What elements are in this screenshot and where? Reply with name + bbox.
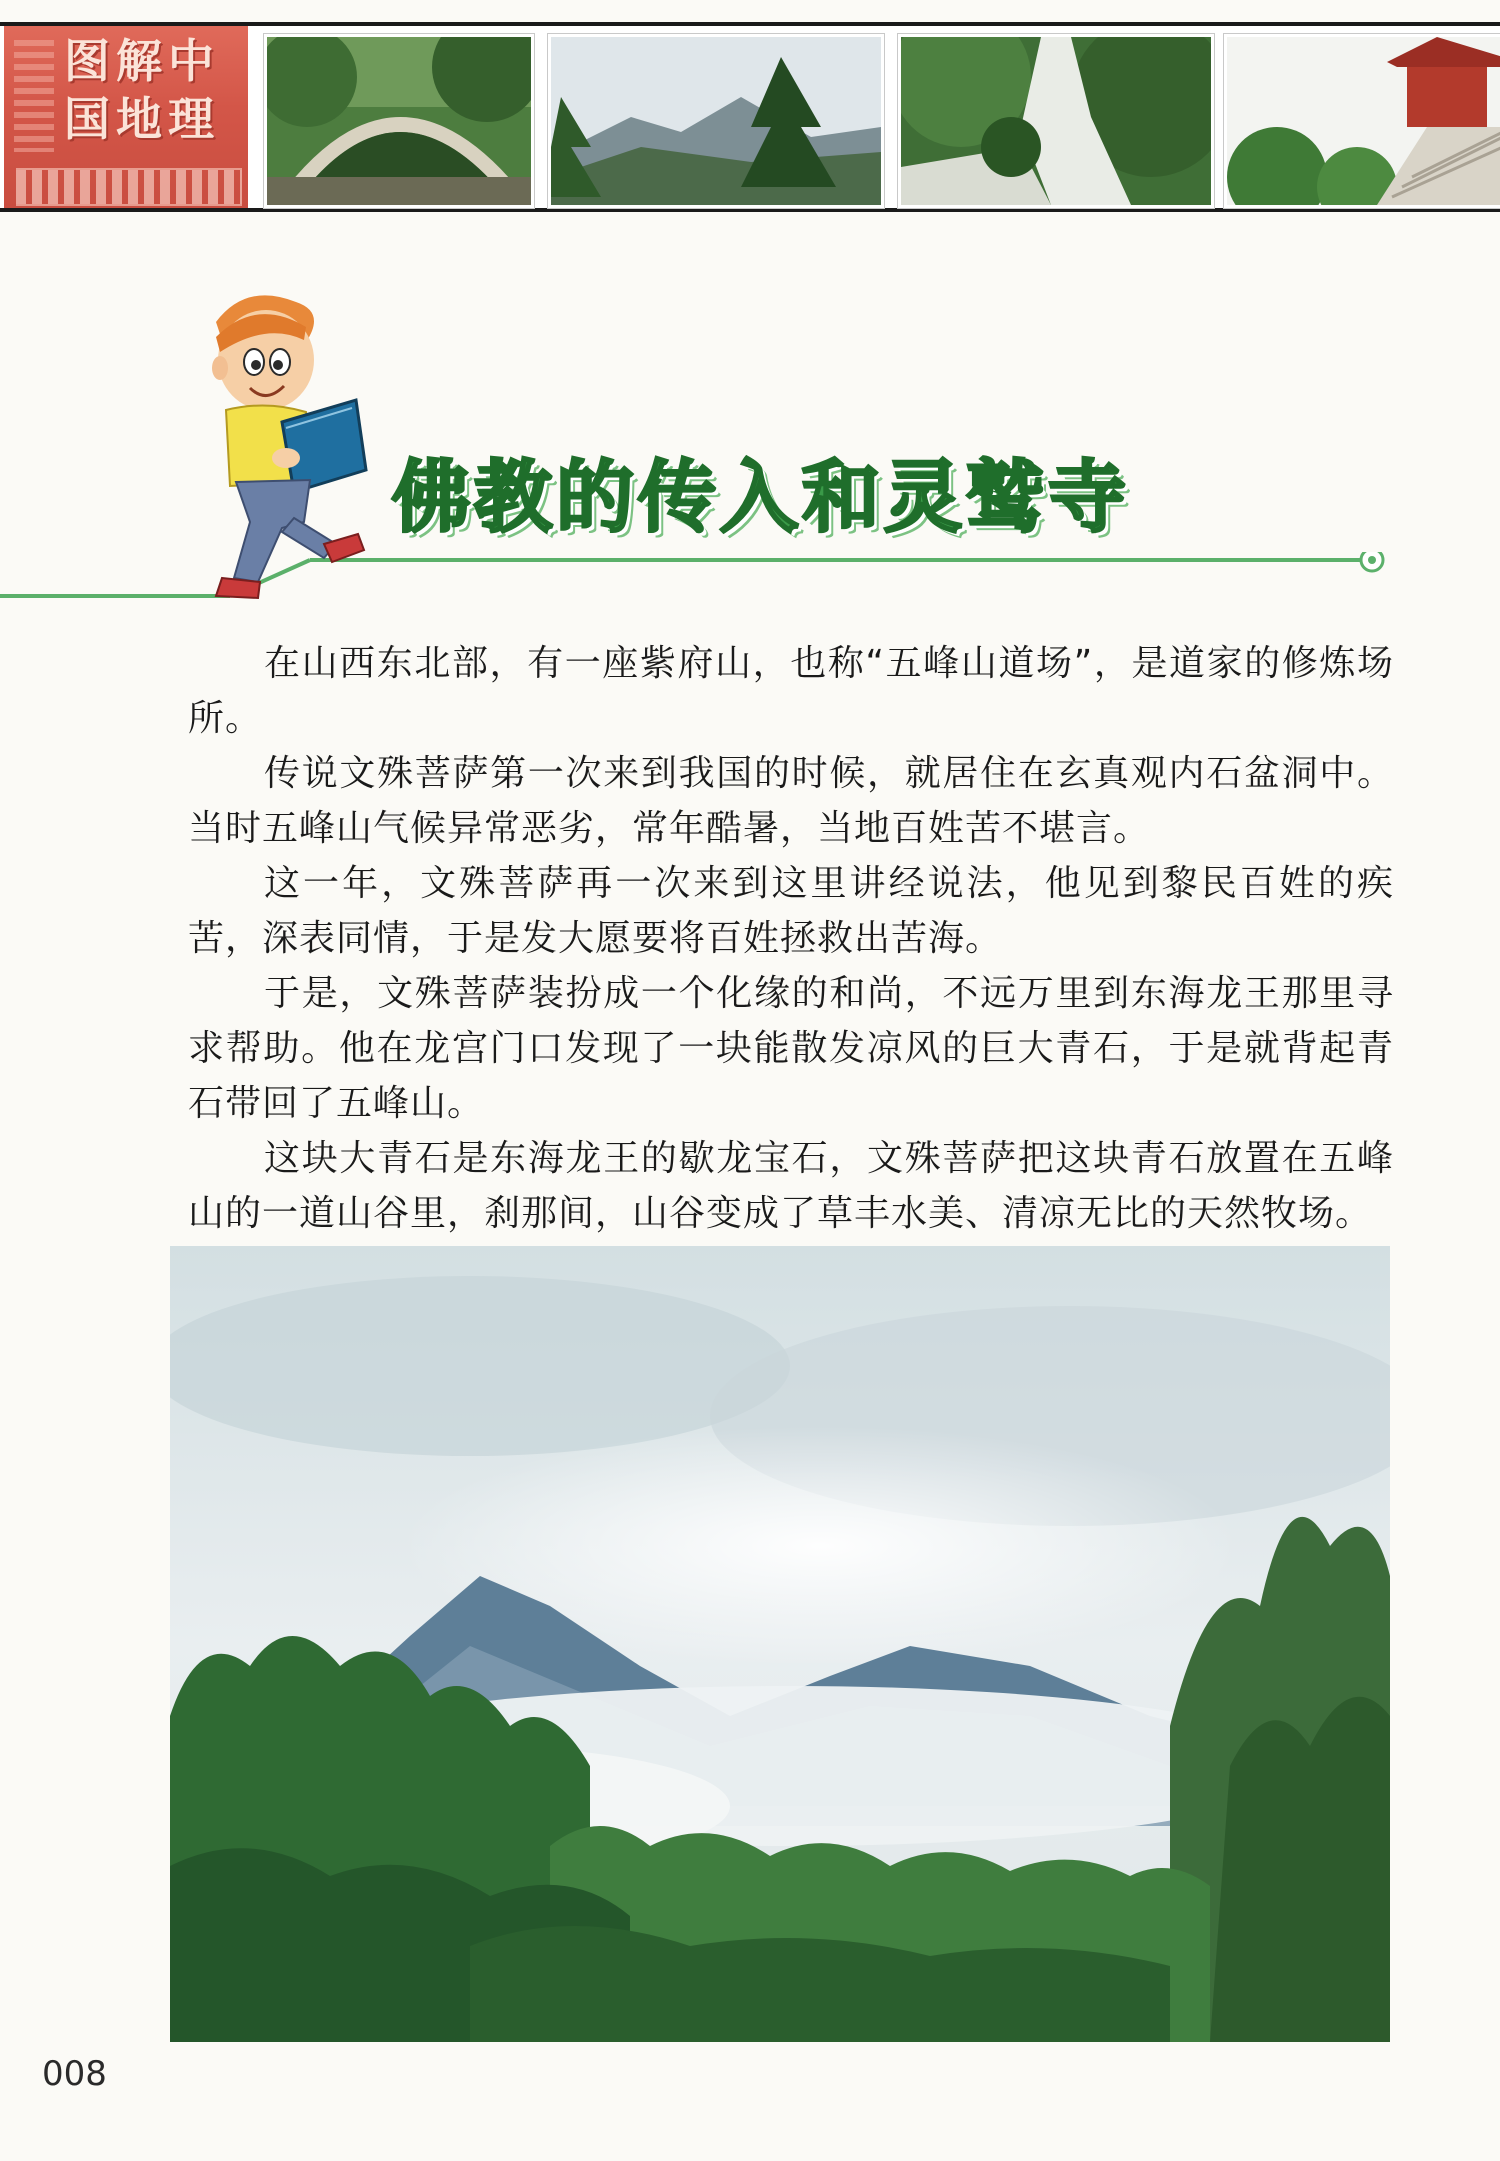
- waterfall-stream-photo: [898, 34, 1214, 208]
- article-body: [188, 636, 1394, 1241]
- stone-arch-bridge-photo: [264, 34, 534, 208]
- paragraph: 这块大青石是东海龙王的歇龙宝石，文殊菩萨把这块青石放置在五峰山的一道山谷里，刹那间，山谷变成了草丰水美、清凉无比的天然牧场。: [188, 1138, 1394, 1234]
- section-title: 佛教的传入和灵鹫寺: [392, 453, 1131, 543]
- reading-boy-mascot: [186, 282, 386, 612]
- logo-emblem-pattern: [14, 40, 54, 152]
- paragraph: 于是，文殊菩萨装扮成一个化缘的和尚，不远万里到东海龙王那里寻求帮助。他在龙宫门口发现了一块能散发凉风的巨大青石，于是就背起青石带回了五峰山。: [188, 973, 1394, 1124]
- logo-subtitle-pattern: [16, 168, 242, 206]
- paragraph: 传说文殊菩萨第一次来到我国的时候，就居住在玄真观内石盆洞中。当时五峰山气候异常恶劣，常年酷暑，当地百姓苦不堪言。: [188, 753, 1394, 849]
- paragraph: 这一年，文殊菩萨再一次来到这里讲经说法，他见到黎民百姓的疾苦，深表同情，于是发大愿要将百姓拯救出苦海。: [188, 863, 1394, 959]
- page-number: 008: [42, 2054, 107, 2094]
- misty-mountain-forest-photo: [170, 1246, 1390, 2042]
- header-rule-bottom: [0, 208, 1500, 212]
- series-title: 图解中国地理: [64, 34, 220, 146]
- paragraph: 在山西东北部，有一座紫府山，也称“五峰山道场”，是道家的修炼场所。: [188, 643, 1394, 739]
- pavilion-stairs-photo: [1224, 34, 1500, 208]
- mountain-pine-photo: [548, 34, 884, 208]
- series-logo: [4, 26, 248, 208]
